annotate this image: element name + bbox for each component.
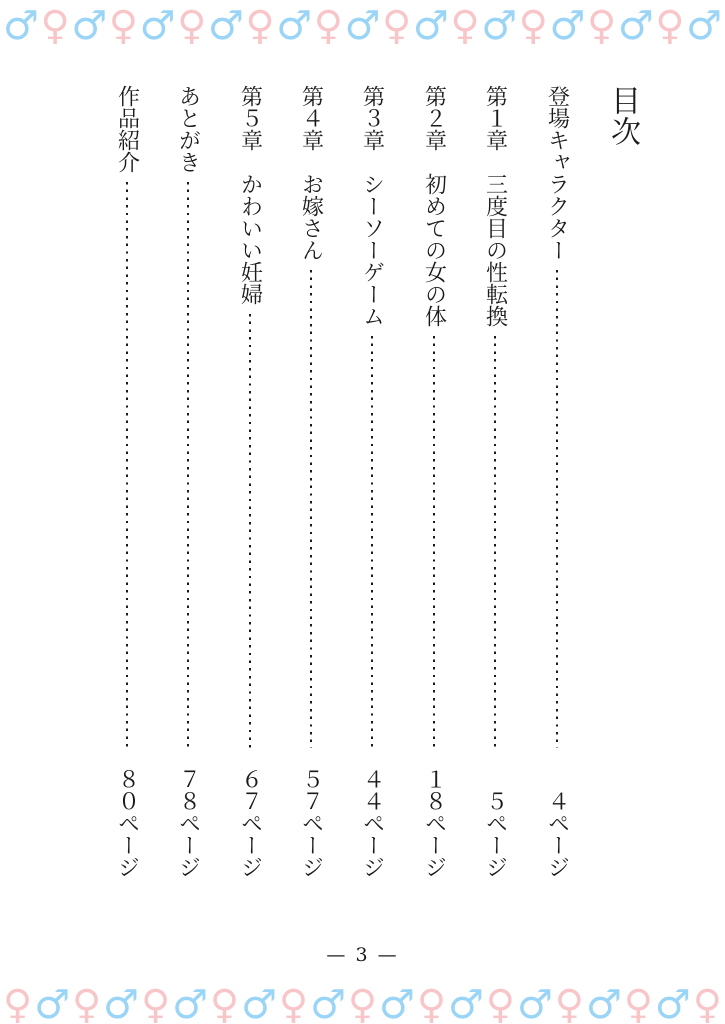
dotted-leader xyxy=(556,270,559,748)
female-symbol-icon: ♀ xyxy=(71,983,102,1024)
male-symbol-icon: ♂ xyxy=(34,983,71,1024)
page-number-box xyxy=(116,748,139,878)
male-symbol-icon: ♂ xyxy=(686,3,722,49)
page-number-box xyxy=(546,748,569,878)
female-symbol-icon: ♀ xyxy=(108,3,139,49)
toc-entry-chapter-3 xyxy=(359,85,385,878)
dotted-leader xyxy=(126,182,129,748)
toc-entry-label: 第１章 三度目の性転換 xyxy=(482,85,508,327)
toc-entry-label: 第２章 初めての女の体 xyxy=(421,85,447,327)
dotted-leader xyxy=(433,336,436,748)
male-symbol-icon: ♂ xyxy=(344,3,381,49)
toc-entry-page: ７８ページ xyxy=(175,768,201,878)
toc-entry-label: 第３章 シーソーゲーム xyxy=(359,85,385,327)
toc-entry-label: あとがき xyxy=(175,85,201,173)
female-symbol-icon: ♀ xyxy=(209,983,240,1024)
female-symbol-icon: ♀ xyxy=(623,983,654,1024)
male-symbol-icon: ♂ xyxy=(241,983,277,1024)
male-symbol-icon: ♂ xyxy=(207,3,244,49)
toc-entry-page: ４ページ xyxy=(544,790,570,878)
toc-entry-page: １８ページ xyxy=(421,768,447,878)
toc-entry-label: 登場キャラクター xyxy=(544,85,570,261)
toc-entry-chapter-5 xyxy=(237,85,263,878)
male-symbol-icon: ♂ xyxy=(103,983,140,1024)
page-number-box xyxy=(239,748,262,878)
female-symbol-icon: ♀ xyxy=(245,3,275,49)
male-symbol-icon: ♂ xyxy=(3,3,39,49)
male-symbol-icon: ♂ xyxy=(516,983,553,1024)
male-symbol-icon: ♂ xyxy=(481,3,518,49)
female-symbol-icon: ♀ xyxy=(416,983,447,1024)
female-symbol-icon: ♀ xyxy=(140,983,171,1024)
female-symbol-icon: ♀ xyxy=(40,3,70,49)
toc-entry-label: 作品紹介 xyxy=(114,85,140,173)
male-symbol-icon: ♂ xyxy=(617,3,654,49)
dotted-leader xyxy=(187,182,190,748)
female-symbol-icon: ♀ xyxy=(313,3,343,49)
bottom-decorative-border xyxy=(0,983,725,1024)
female-symbol-icon: ♀ xyxy=(450,3,480,49)
toc-entry-afterword xyxy=(175,85,201,878)
dotted-leader xyxy=(494,336,497,748)
male-symbol-icon: ♂ xyxy=(585,983,622,1024)
page-title: 目次 xyxy=(605,85,640,147)
female-symbol-icon: ♀ xyxy=(347,983,378,1024)
female-symbol-icon: ♀ xyxy=(518,3,548,49)
male-symbol-icon: ♂ xyxy=(172,983,208,1024)
male-symbol-icon: ♂ xyxy=(139,3,176,49)
toc-entry-page: ８０ページ xyxy=(114,768,140,878)
male-symbol-icon: ♂ xyxy=(71,3,108,49)
page-number-box xyxy=(177,748,200,878)
toc-entry-page: ５ページ xyxy=(482,790,508,878)
toc-entry-label: 第４章 お嫁さん xyxy=(298,85,324,261)
toc-entry-page: ５７ページ xyxy=(298,768,324,878)
male-symbol-icon: ♂ xyxy=(379,983,415,1024)
dotted-leader xyxy=(371,336,374,748)
page-number-box xyxy=(361,748,384,878)
toc-entry-label: 第５章 かわいい妊婦 xyxy=(237,85,263,305)
male-symbol-icon: ♂ xyxy=(549,3,586,49)
male-symbol-icon: ♂ xyxy=(412,3,449,49)
toc-entry-chapter-2 xyxy=(421,85,447,878)
page-number-box xyxy=(300,748,323,878)
toc-entry-characters xyxy=(544,85,570,878)
footer-page-number: — 3 — xyxy=(326,944,399,966)
female-symbol-icon: ♀ xyxy=(655,3,685,49)
page-number-box xyxy=(484,748,507,878)
toc-entry-chapter-4 xyxy=(298,85,324,878)
female-symbol-icon: ♀ xyxy=(485,983,516,1024)
female-symbol-icon: ♀ xyxy=(692,983,722,1024)
male-symbol-icon: ♂ xyxy=(654,983,691,1024)
dotted-leader xyxy=(310,270,313,748)
female-symbol-icon: ♀ xyxy=(278,983,309,1024)
female-symbol-icon: ♀ xyxy=(177,3,207,49)
top-decorative-border xyxy=(0,4,725,48)
female-symbol-icon: ♀ xyxy=(554,983,585,1024)
toc-entry-page: ６７ページ xyxy=(237,768,263,878)
page-number-box xyxy=(423,748,446,878)
toc-entry-page: ４４ページ xyxy=(359,768,385,878)
male-symbol-icon: ♂ xyxy=(310,983,346,1024)
toc-entry-works-intro xyxy=(114,85,140,878)
female-symbol-icon: ♀ xyxy=(586,3,617,49)
female-symbol-icon: ♀ xyxy=(3,983,33,1024)
toc-entry-chapter-1 xyxy=(482,85,508,878)
male-symbol-icon: ♂ xyxy=(276,3,313,49)
female-symbol-icon: ♀ xyxy=(382,3,412,49)
male-symbol-icon: ♂ xyxy=(448,983,484,1024)
dotted-leader xyxy=(249,314,252,748)
